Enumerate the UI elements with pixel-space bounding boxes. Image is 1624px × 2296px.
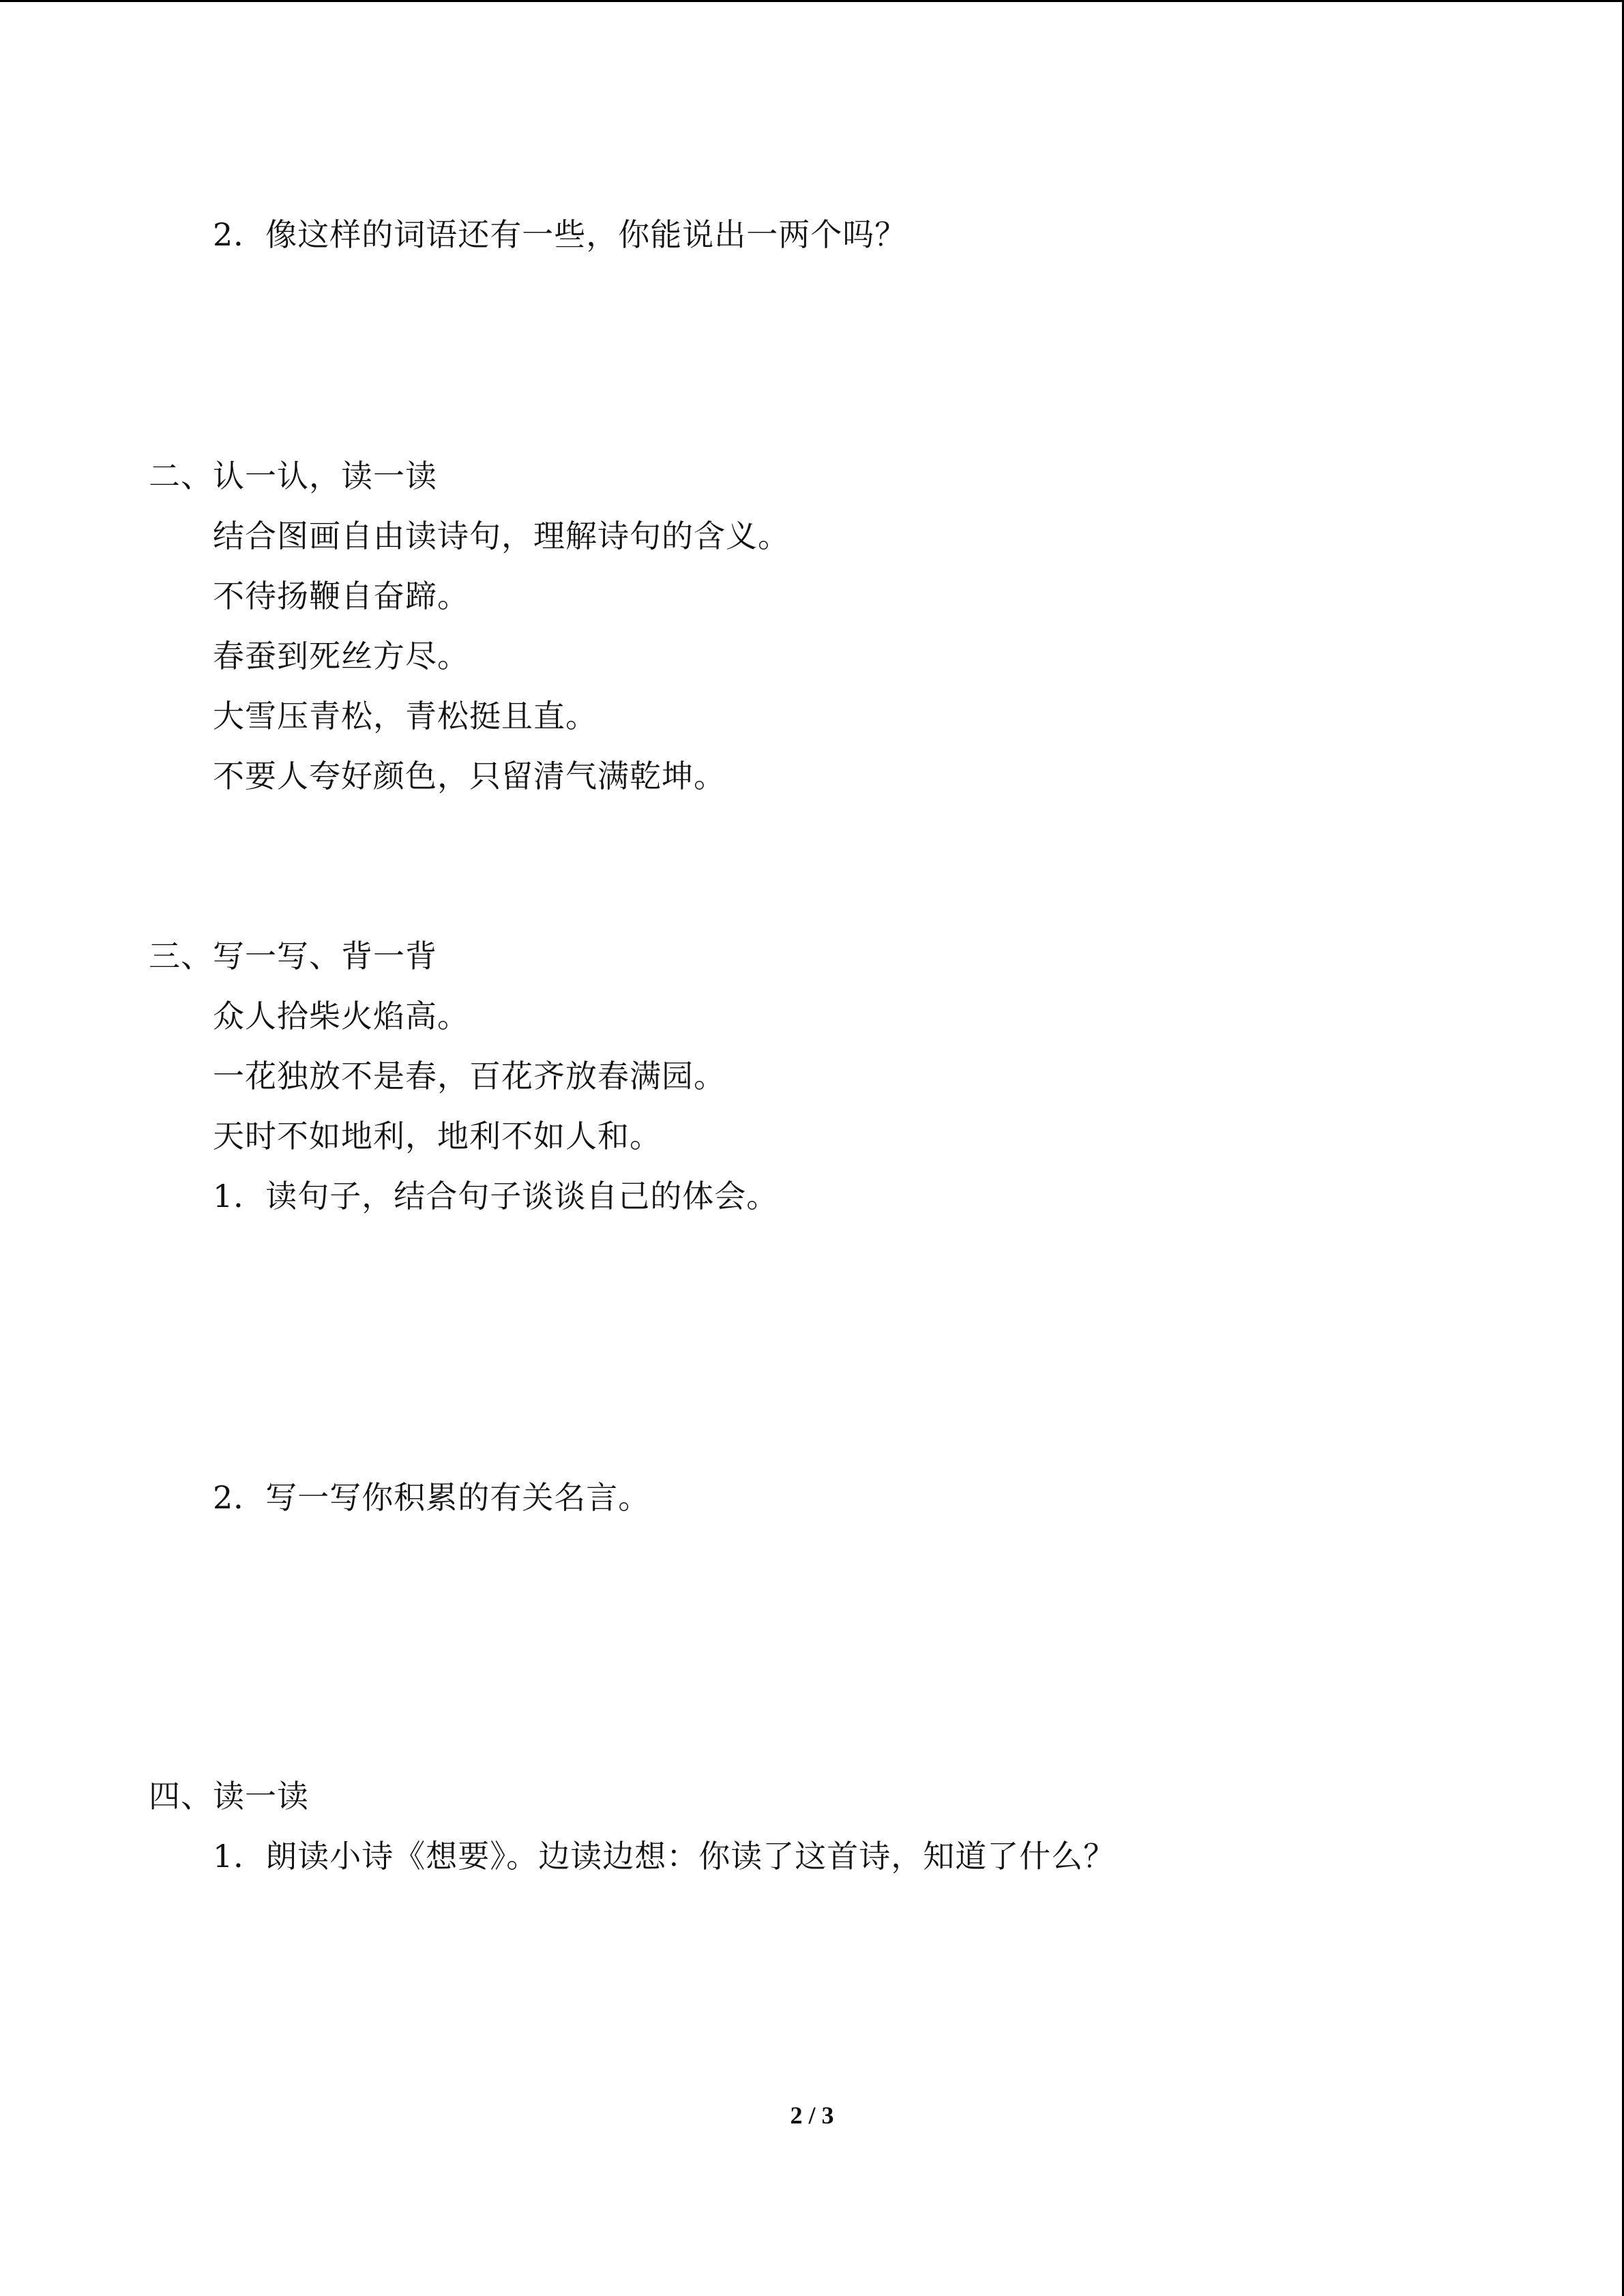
- section2-heading: 二、认一认，读一读: [149, 458, 437, 494]
- page-number: 2 / 3: [790, 2102, 834, 2129]
- proverb-line: 一花独放不是春，百花齐放春满园。: [213, 1058, 726, 1094]
- poem-line: 不要人夸好颜色，只留清气满乾坤。: [213, 758, 726, 794]
- proverb-line: 众人拾柴火焰高。: [213, 998, 469, 1034]
- section4-question-1: 1．朗读小诗《想要》。边读边想：你读了这首诗，知道了什么？: [213, 1838, 1116, 1875]
- section2-instruction: 结合图画自由读诗句，理解诗句的含义。: [213, 518, 790, 554]
- top-border-line: [0, 0, 1624, 2]
- section3-heading: 三、写一写、背一背: [149, 938, 437, 974]
- section4-heading: 四、读一读: [149, 1778, 309, 1815]
- poem-line: 大雪压青松，青松挺且直。: [213, 698, 597, 734]
- section3-question-1: 1．读句子，结合句子谈谈自己的体会。: [213, 1178, 779, 1214]
- section3-question-2: 2．写一写你积累的有关名言。: [213, 1479, 651, 1516]
- section1-question-2: 2．像这样的词语还有一些，你能说出一两个吗？: [213, 216, 907, 253]
- poem-line: 不待扬鞭自奋蹄。: [213, 578, 469, 614]
- proverb-line: 天时不如地利，地利不如人和。: [213, 1118, 662, 1154]
- poem-line: 春蚕到死丝方尽。: [213, 638, 469, 674]
